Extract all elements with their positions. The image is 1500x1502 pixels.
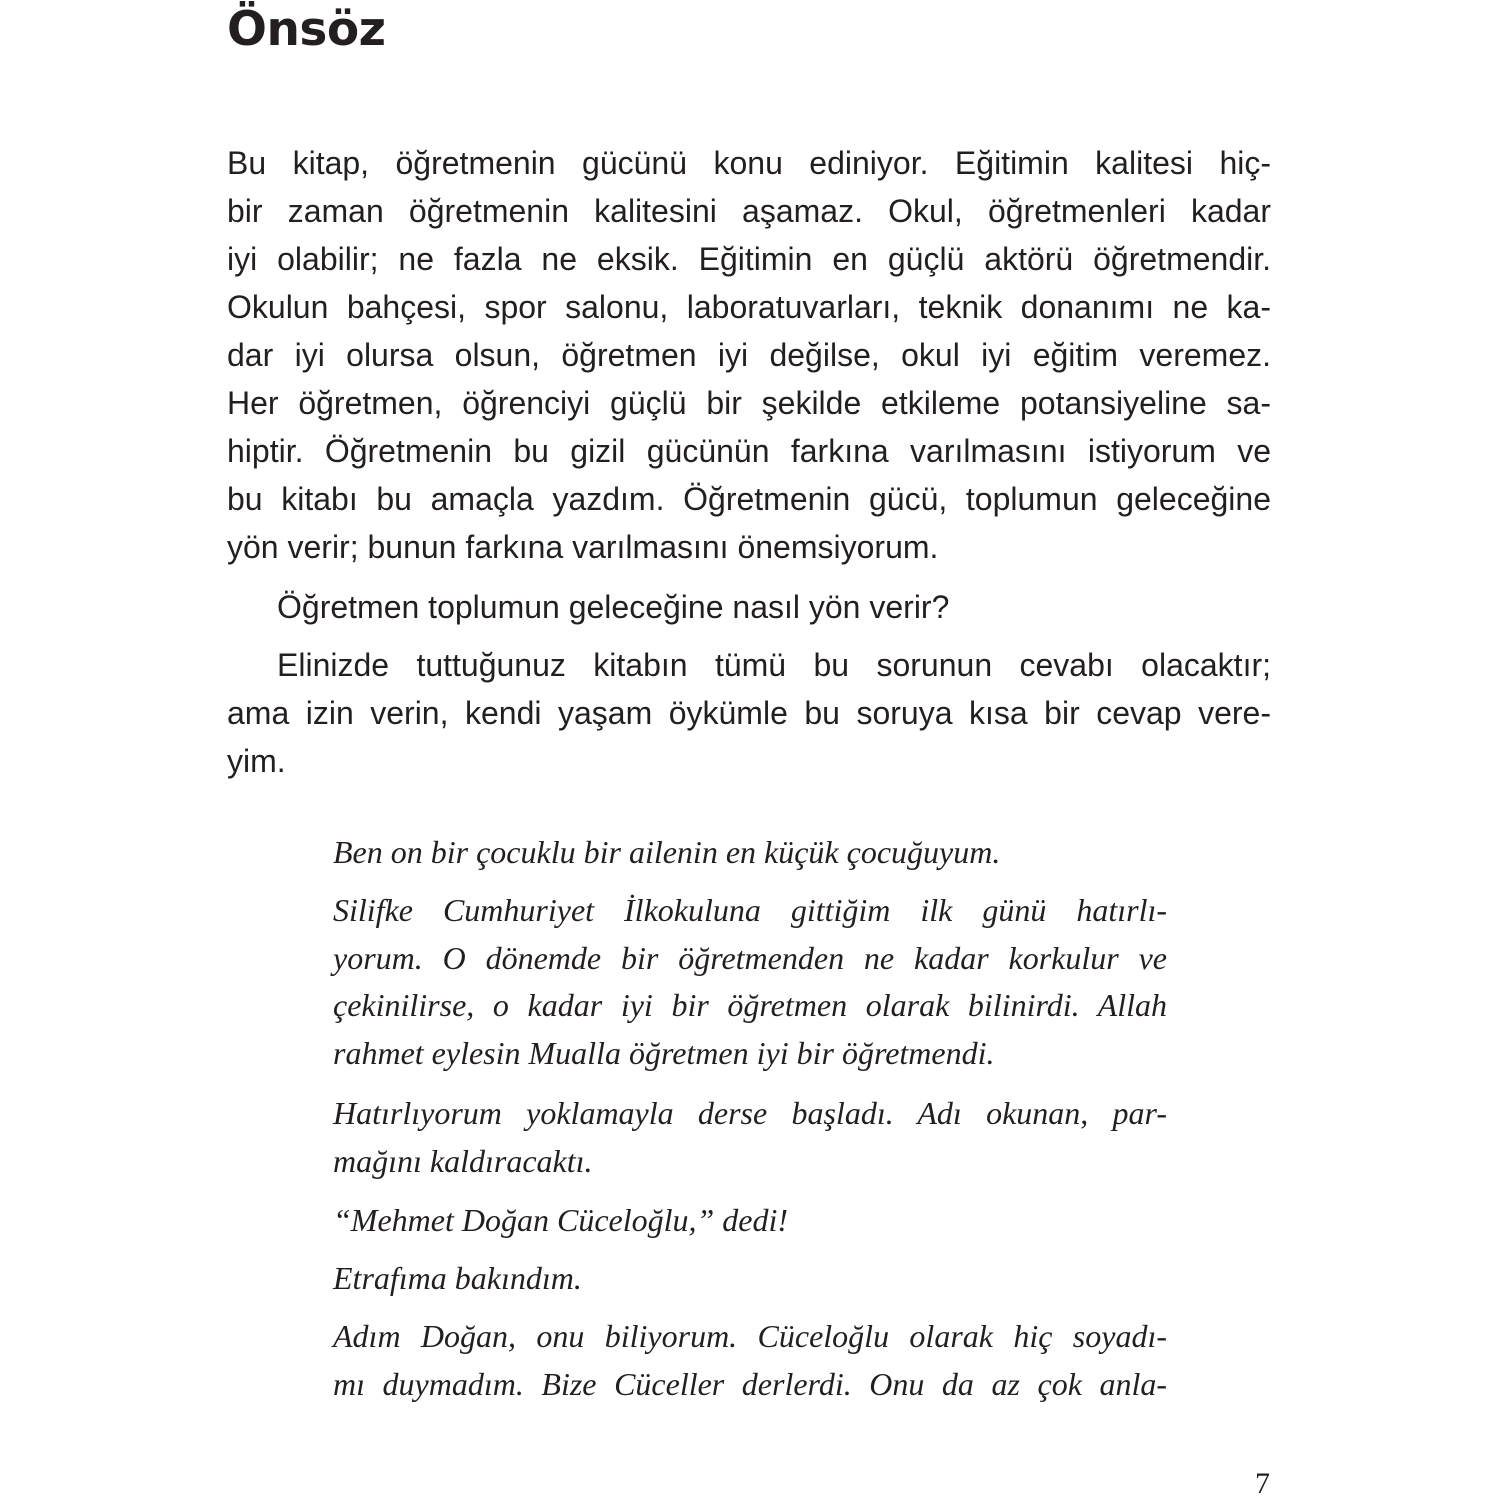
- text-line: iyi olabilir; ne fazla ne eksik. Eğitimin en güçlü aktörü öğretmendir.: [227, 241, 1271, 277]
- text-line: Bu kitap, öğretmenin gücünü konu ediniyor. Eğitimin kalitesi hiç-: [227, 145, 1271, 181]
- text-line: bir zaman öğretmenin kalitesini aşamaz. Okul, öğretmenleri kadar: [227, 193, 1271, 229]
- text-line: bu kitabı bu amaçla yazdım. Öğretmenin gücü, toplumun geleceğine: [227, 481, 1271, 517]
- chapter-title: Önsöz: [227, 2, 386, 57]
- quote-line: Silifke Cumhuriyet İlkokuluna gittiğim ilk günü hatırlı-: [333, 892, 1167, 928]
- quote-line: “Mehmet Doğan Cüceloğlu,” dedi!: [333, 1202, 789, 1238]
- quote-line: mı duymadım. Bize Cüceller derlerdi. Onu da az çok anla-: [333, 1366, 1167, 1402]
- text-line: Her öğretmen, öğrenciyi güçlü bir şekilde etkileme potansiyeline sa-: [227, 385, 1271, 421]
- text-line: ama izin verin, kendi yaşam öykümle bu soruya kısa bir cevap vere-: [227, 695, 1271, 731]
- quote-line: Ben on bir çocuklu bir ailenin en küçük çocuğuyum.: [333, 834, 1001, 870]
- quote-line: Etrafıma bakındım.: [333, 1260, 582, 1296]
- text-line: hiptir. Öğretmenin bu gizil gücünün farkına varılmasını istiyorum ve: [227, 433, 1271, 469]
- page-number: 7: [1255, 1467, 1270, 1500]
- quote-line: yorum. O dönemde bir öğretmenden ne kadar korkulur ve: [333, 940, 1167, 976]
- quote-line: Adım Doğan, onu biliyorum. Cüceloğlu olarak hiç soyadı-: [333, 1318, 1167, 1354]
- quote-line: çekinilirse, o kadar iyi bir öğretmen olarak bilinirdi. Allah: [333, 987, 1167, 1023]
- text-line: dar iyi olursa olsun, öğretmen iyi değilse, okul iyi eğitim veremez.: [227, 337, 1271, 373]
- quote-line: Hatırlıyorum yoklamayla derse başladı. Adı okunan, par-: [333, 1095, 1167, 1131]
- text-line: Öğretmen toplumun geleceğine nasıl yön verir?: [277, 589, 950, 625]
- text-line: yön verir; bunun farkına varılmasını önemsiyorum.: [227, 529, 939, 565]
- quote-line: rahmet eylesin Mualla öğretmen iyi bir öğretmendi.: [333, 1035, 995, 1071]
- quote-line: mağını kaldıracaktı.: [333, 1143, 593, 1179]
- text-line: Elinizde tuttuğunuz kitabın tümü bu sorunun cevabı olacaktır;: [277, 647, 1271, 683]
- text-line: yim.: [227, 743, 286, 779]
- text-line: Okulun bahçesi, spor salonu, laboratuvarları, teknik donanımı ne ka-: [227, 289, 1271, 325]
